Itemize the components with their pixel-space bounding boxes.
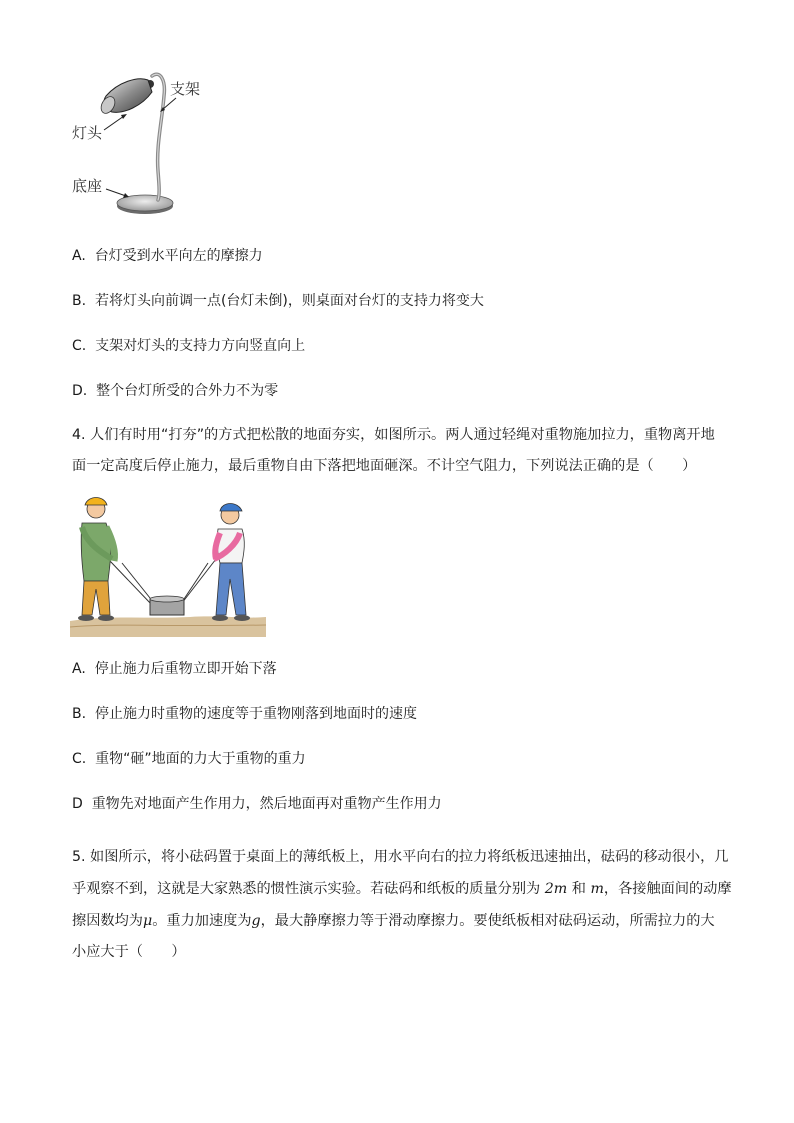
g-symbol: g — [251, 913, 261, 929]
option-letter: D. — [72, 383, 88, 399]
desk-lamp-figure — [68, 66, 218, 222]
option-letter: B. — [72, 706, 87, 722]
option-text: 整个台灯所受的合外力不为零 — [96, 383, 279, 399]
option-letter: B. — [72, 293, 87, 309]
option-text: 重物“砸”地面的力大于重物的重力 — [95, 751, 306, 767]
q5-text: 擦因数均为 — [72, 913, 143, 929]
q3-option-b — [72, 291, 484, 311]
q4-option-c — [72, 749, 306, 769]
mu-symbol: μ — [142, 913, 153, 929]
q5-text: 和 — [571, 881, 586, 897]
option-text: 停止施力时重物的速度等于重物刚落到地面时的速度 — [94, 706, 417, 722]
q4-option-a — [72, 659, 277, 679]
q4-option-d — [72, 794, 442, 814]
q5-stem-line-1: 5. 如图所示，将小砝码置于桌面上的薄纸板上，用水平向右的拉力将纸板迅速抽出，砝码的移动很小，几 — [72, 849, 729, 865]
q4-option-b — [72, 704, 417, 724]
q4-stem-line-1: 4. 人们有时用“打夯”的方式把松散的地面夯实，如图所示。两人通过轻绳对重物施加拉力，重物离开地 — [72, 427, 715, 443]
option-letter: A. — [72, 661, 86, 677]
q3-option-c — [72, 336, 305, 356]
q3-option-a — [72, 246, 263, 266]
option-text: 停止施力后重物立即开始下落 — [94, 661, 277, 677]
option-text: 重物先对地面产生作用力，然后地面再对重物产生作用力 — [91, 796, 442, 812]
option-letter: C. — [72, 751, 87, 767]
option-text: 台灯受到水平向左的摩擦力 — [94, 248, 263, 264]
option-letter: C. — [72, 338, 87, 354]
q4-stem-line-2: 面一定高度后停止施力，最后重物自由下落把地面砸深。不计空气阻力，下列说法正确的是（ ） — [72, 458, 697, 474]
option-text: 若将灯头向前调一点(台灯未倒)，则桌面对台灯的支持力将变大 — [94, 293, 484, 309]
option-text: 支架对灯头的支持力方向竖直向上 — [95, 338, 306, 354]
q5-text: 。重力加速度为 — [152, 913, 252, 929]
option-letter: D — [72, 796, 83, 812]
label-bracket: 支架 — [170, 80, 201, 98]
mass-m: m — [590, 881, 604, 897]
q5-stem-line-3 — [72, 911, 715, 931]
label-lamp-head: 灯头 — [72, 124, 103, 142]
q5-text: 乎观察不到，这就是大家熟悉的惯性演示实验。若砝码和纸板的质量分别为 — [72, 881, 541, 897]
q5-text: ，各接触面间的动摩 — [603, 881, 732, 897]
option-letter: A. — [72, 248, 86, 264]
q5-stem-line-4: 小应大于（ ） — [72, 944, 186, 960]
q5-text: ，最大静摩擦力等于滑动摩擦力。要使纸板相对砝码运动，所需拉力的大 — [260, 913, 715, 929]
tamping-figure — [70, 493, 266, 637]
label-base: 底座 — [72, 177, 103, 195]
q3-option-d — [72, 381, 278, 401]
q5-stem-line-2 — [72, 879, 732, 899]
mass-2m: 2m — [544, 881, 568, 897]
